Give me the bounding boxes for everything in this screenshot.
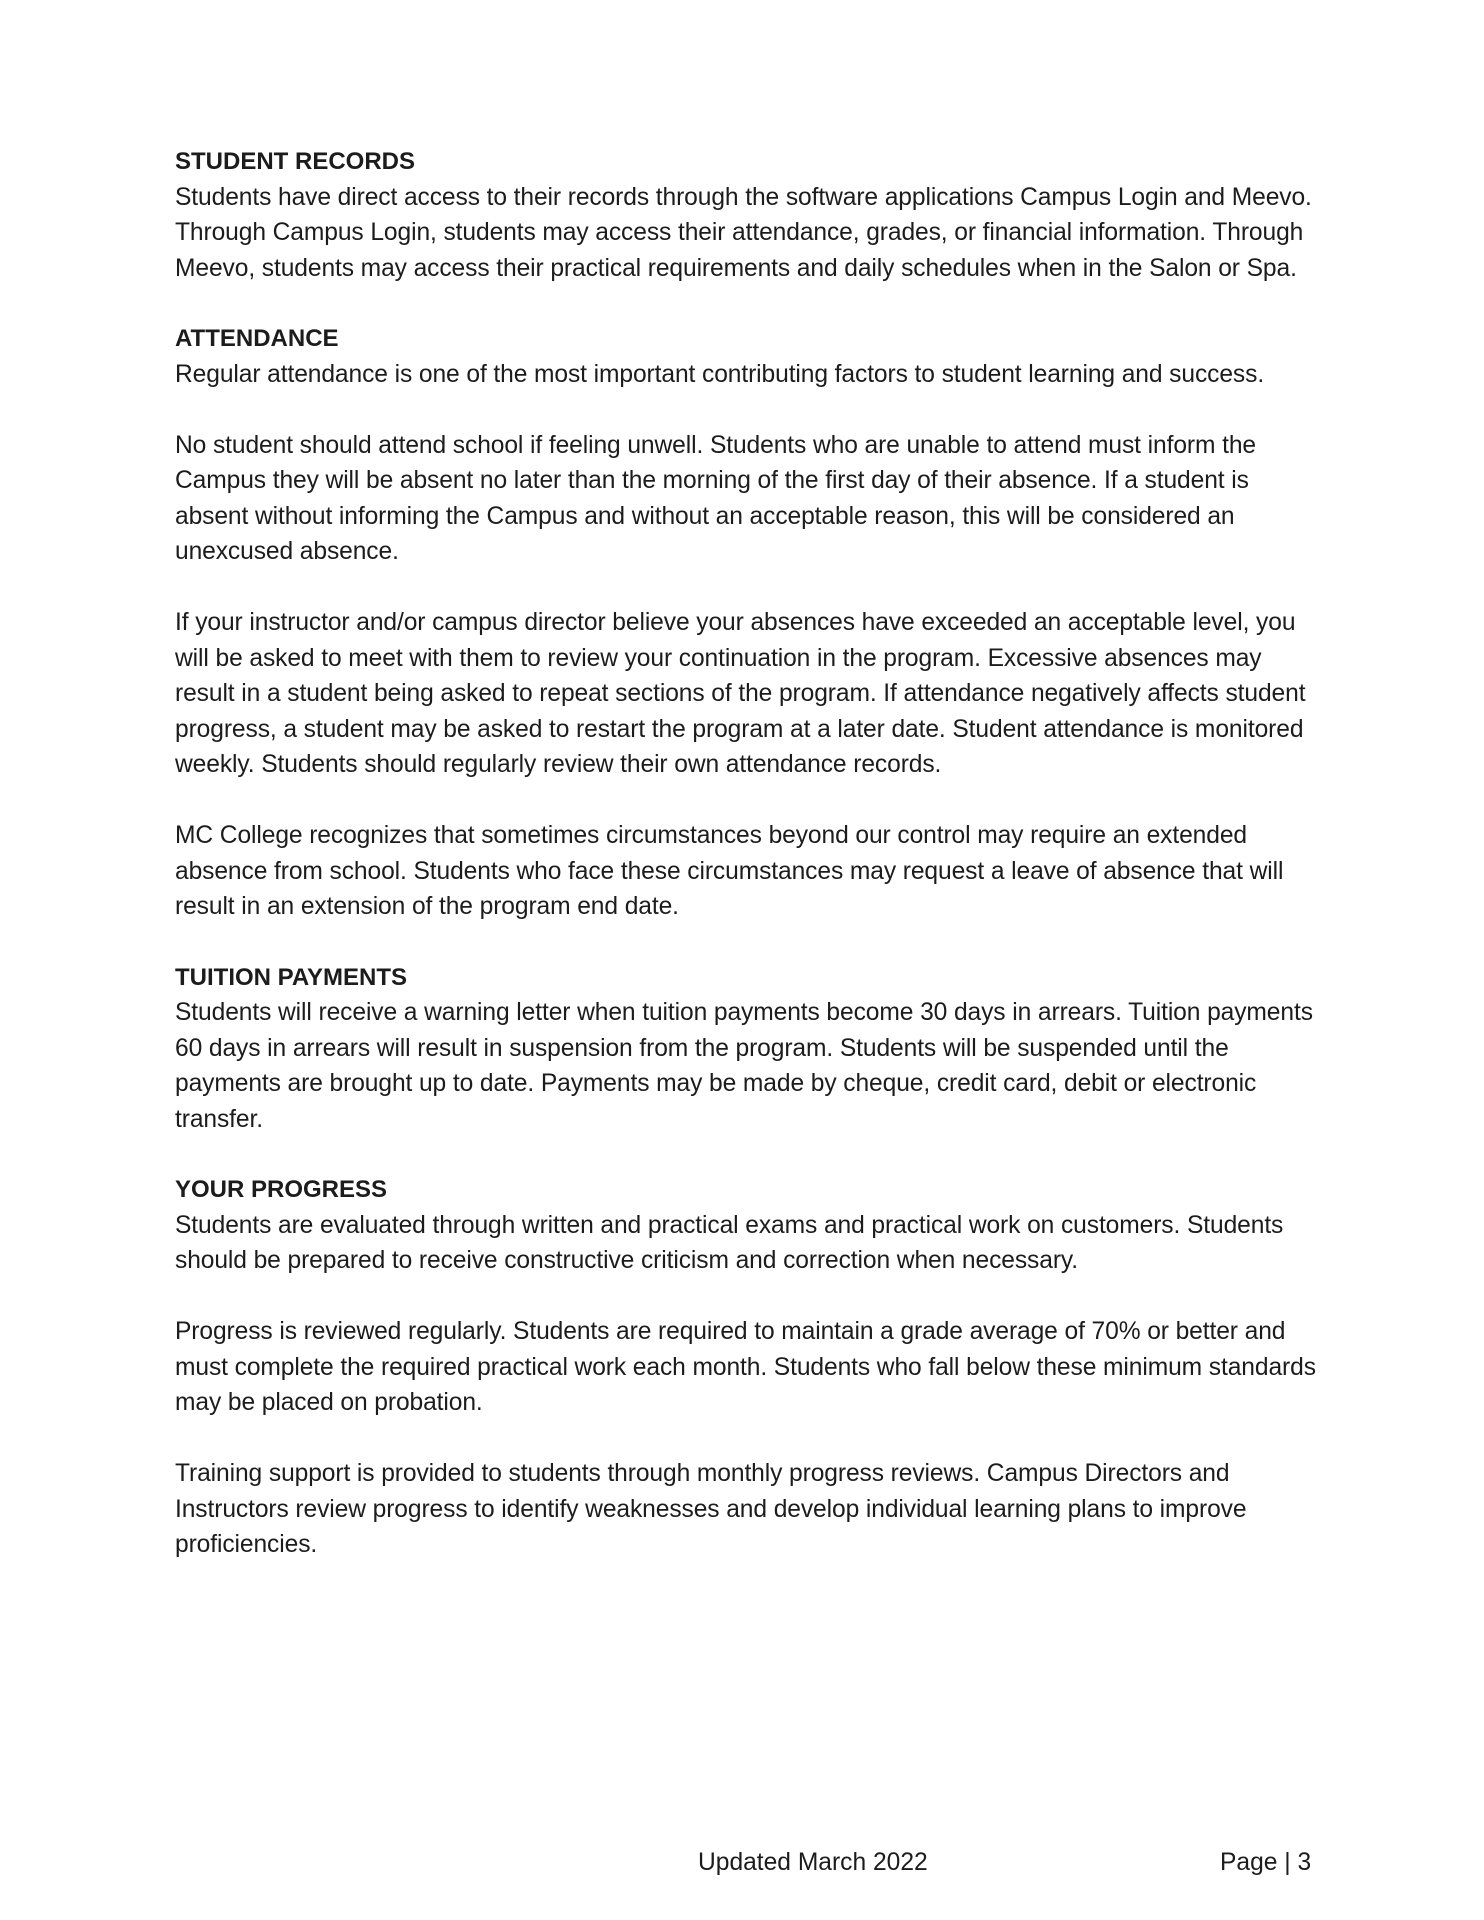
footer-page-number: Page | 3 xyxy=(1220,1849,1312,1876)
section-heading: TUITION PAYMENTS xyxy=(175,963,408,991)
paragraph: Students are evaluated through written and practical exams and practical work on customers. Students should be prepared to receive constructive criticism and correction when necessary. xyxy=(175,1211,1284,1274)
paragraph: Students will receive a warning letter when tuition payments become 30 days in arrears. Tuition payments 60 days in arrears will result in suspension from the program. Students will be suspended until the payments are brought up to date. Payments may be made by cheque, credit card, debit or electronic transfer. xyxy=(175,999,1313,1133)
section-heading: ATTENDANCE xyxy=(175,325,339,352)
section-tuition-payments xyxy=(175,960,1325,1138)
footer-updated-date: Updated March 2022 xyxy=(698,1849,928,1876)
section-student-records xyxy=(175,144,1325,286)
section-heading: YOUR PROGRESS xyxy=(175,1176,388,1203)
document-body xyxy=(175,144,1325,1598)
section-attendance xyxy=(175,321,1325,925)
paragraph: No student should attend school if feeling unwell. Students who are unable to attend must inform the Campus they will be absent no later than the morning of the first day of their absence. If a student is absent without informing the Campus and without an acceptable reason, this will be considered an unexcused absence. xyxy=(175,431,1257,565)
section-heading: STUDENT RECORDS xyxy=(175,148,416,175)
paragraph: Training support is provided to students through monthly progress reviews. Campus Directors and Instructors review progress to identify weaknesses and develop individual learning plans to improve proficiencies. xyxy=(175,1460,1247,1558)
paragraph: MC College recognizes that sometimes circumstances beyond our control may require an extended absence from school. Students who face these circumstances may request a leave of absence that will result in an extension of the program end date. xyxy=(175,822,1284,920)
paragraph: Regular attendance is one of the most important contributing factors to student learning and success. xyxy=(175,360,1265,388)
paragraph: Progress is reviewed regularly. Students are required to maintain a grade average of 70% or better and must complete the required practical work each month. Students who fall below these minimum standards may be placed on probation. xyxy=(175,1318,1316,1416)
paragraph: Students have direct access to their records through the software applications Campus Login and Meevo. Through Campus Login, students may access their attendance, grades, or financial information. Through Meevo, students may access their practical requirements and daily schedules when in the Salon or Spa. xyxy=(175,183,1312,282)
section-your-progress xyxy=(175,1172,1325,1563)
paragraph: If your instructor and/or campus director believe your absences have exceeded an acceptable level, you will be asked to meet with them to review your continuation in the program. Excessive absences may result in a student being asked to repeat sections of the program. If attendance negatively affects student progress, a student may be asked to restart the program at a later date. Student attendance is monitored weekly. Students should regularly review their own attendance records. xyxy=(175,609,1306,778)
